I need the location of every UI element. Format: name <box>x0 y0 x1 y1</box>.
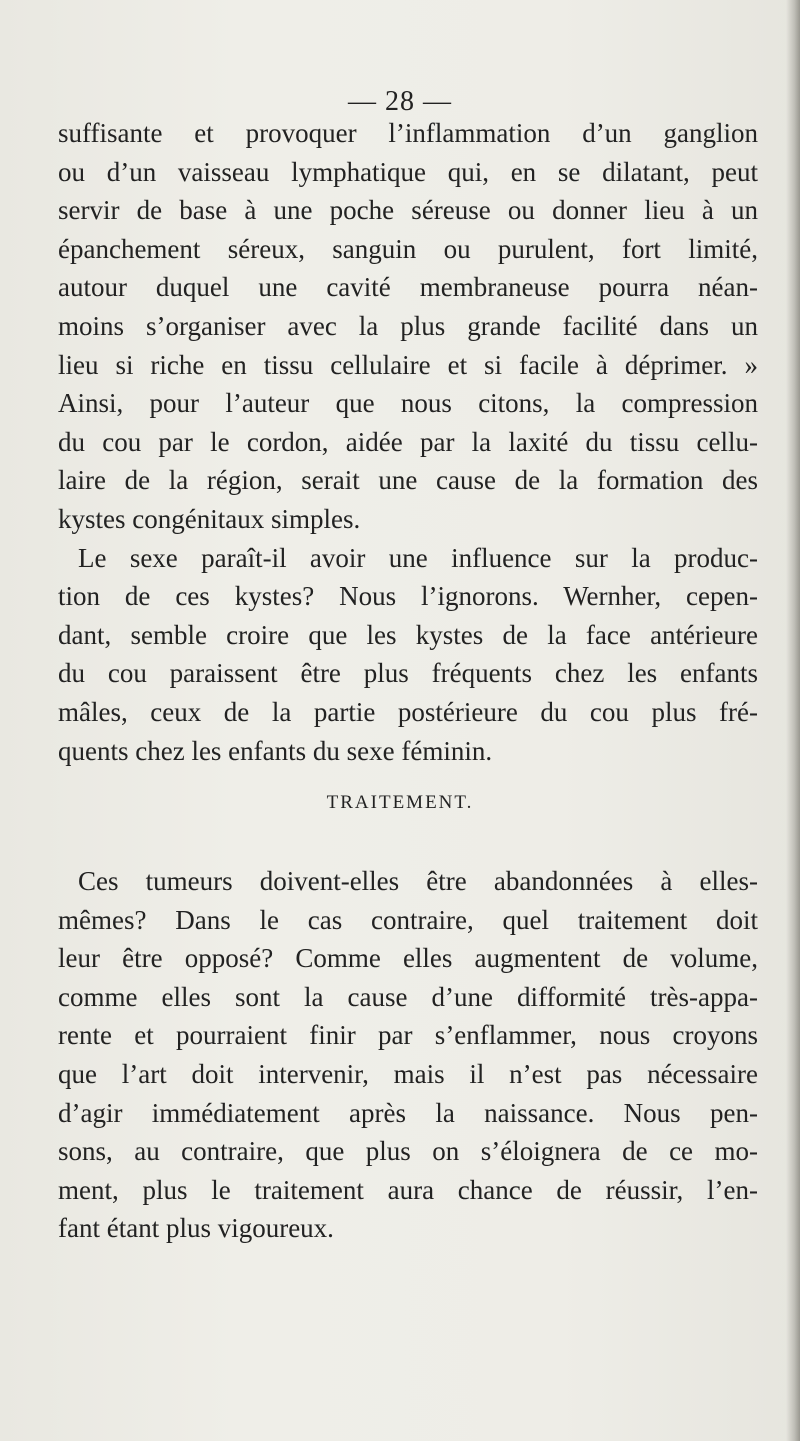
text-line: épanchement séreux, sanguin ou purulent, fort limité, <box>58 233 758 264</box>
text-line: que l’art doit intervenir, mais il n’est pas nécessaire <box>58 1058 758 1089</box>
section-heading: TRAITEMENT. <box>326 792 474 813</box>
text-line: ou d’un vaisseau lymphatique qui, en se dilatant, peut <box>58 156 758 187</box>
text-line: Ces tumeurs doivent-elles être abandonnées à elles- <box>78 866 758 896</box>
text-line: comme elles sont la cause d’une difformité très-appa- <box>58 981 758 1012</box>
text-line: lieu si riche en tissu cellulaire et si facile à déprimer. » <box>58 349 758 380</box>
page-edge-shadow <box>786 0 800 1441</box>
text-line: moins s’organiser avec la plus grande facilité dans un <box>58 310 758 341</box>
page-number: — 28 — <box>348 86 452 117</box>
text-line: tion de ces kystes? Nous l’ignorons. Wernher, cepen- <box>58 581 758 612</box>
text-line: Ainsi, pour l’auteur que nous citons, la compression <box>58 388 758 419</box>
text-line: du cou paraissent être plus fréquents chez les enfants <box>58 658 758 689</box>
text-line: rente et pourraient finir par s’enflammer, nous croyons <box>58 1020 758 1051</box>
paragraph-continuation <box>58 114 758 770</box>
text-line: servir de base à une poche séreuse ou donner lieu à un <box>58 195 758 226</box>
text-line: d’agir immédiatement après la naissance. Nous pen- <box>58 1097 758 1128</box>
text-line: mêmes? Dans le cas contraire, quel traitement doit <box>58 904 758 935</box>
text-line: autour duquel une cavité membraneuse pourra néan- <box>58 272 758 303</box>
text-line: Le sexe paraît-il avoir une influence sur la produc- <box>78 542 758 573</box>
text-line: suffisante et provoquer l’inflammation d’un ganglion <box>58 118 758 148</box>
text-line: mâles, ceux de la partie postérieure du cou plus fré- <box>58 696 758 727</box>
text-line: dant, semble croire que les kystes de la face antérieure <box>58 619 758 650</box>
text-line: du cou par le cordon, aidée par la laxité du tissu cellu- <box>58 426 758 457</box>
text-line: kystes congénitaux simples. <box>58 503 361 534</box>
text-line: ment, plus le traitement aura chance de réussir, l’en- <box>58 1174 758 1205</box>
paragraph-treatment <box>58 862 758 1248</box>
text-line: laire de la région, serait une cause de la formation des <box>58 465 758 496</box>
text-line: sons, au contraire, que plus on s’éloignera de ce mo- <box>58 1136 758 1167</box>
text-line: fant étant plus vigoureux. <box>58 1213 334 1244</box>
text-line: leur être opposé? Comme elles augmentent de volume, <box>58 943 758 974</box>
text-line: quents chez les enfants du sexe féminin. <box>58 735 493 766</box>
